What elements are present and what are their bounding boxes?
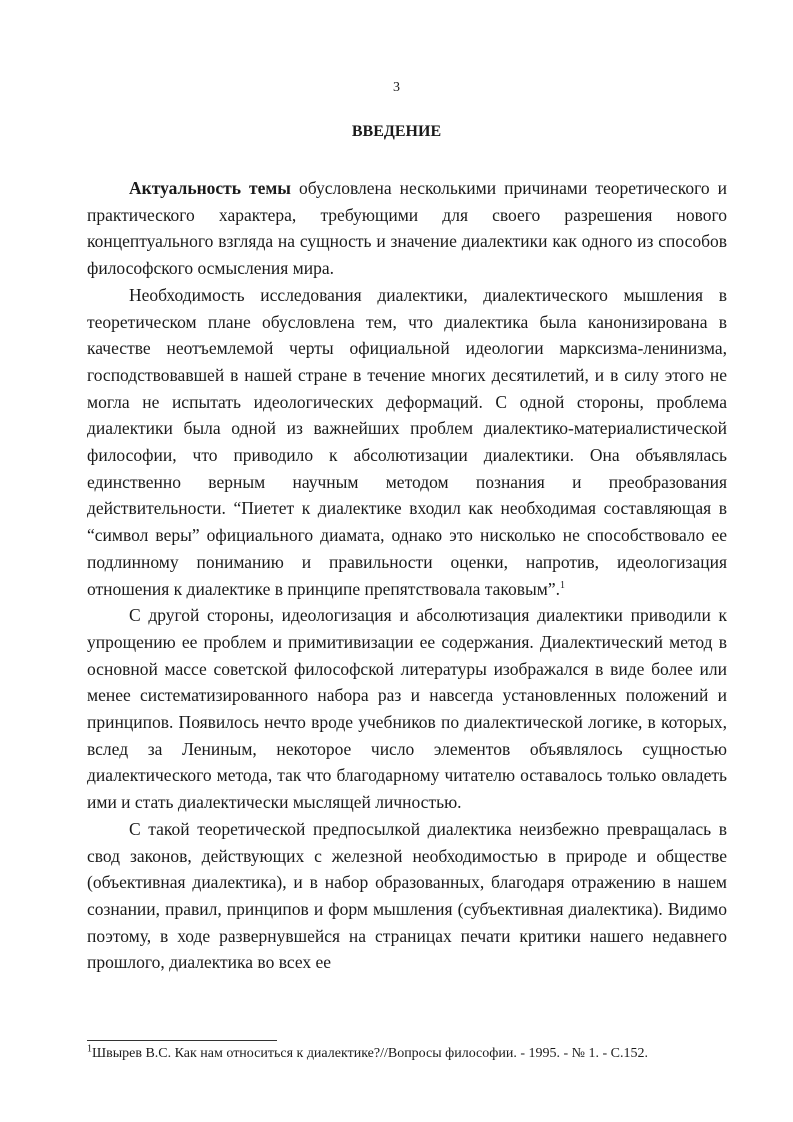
footnote <box>87 1045 747 1063</box>
paragraph-lead: Актуальность темы <box>129 178 291 198</box>
footnote-divider <box>87 1040 277 1041</box>
paragraph-text: Необходимость исследования диалектики, диалектического мышления в теоретическом плане обусловлена тем, что диалектика была канонизирована в качестве неотъемлемой черты официальной идеологии марксизма-ленинизма, господствовавшей в нашей стране в течение многих десятилетий, и в силу этого не могла не испытать идеологических деформаций. С одной стороны, проблема диалектики была одной из важнейших проблем диалектико-материалистической философии, что приводило к абсолютизации диалектики. Она объявлялась единственно верным научным методом познания и преобразования действительности. “Пиетет к диалектике входил как необходимая составляющая в “символ веры” официального диамата, однако это нисколько не способствовало ее подлинному пониманию и правильности оценки, напротив, идеологизация отношения к диалектике в принципе препятствовала таковым”. <box>87 284 727 599</box>
paragraph <box>87 175 727 282</box>
paragraph-text: обусловлена несколькими причинами теоретического и практического характера, требующими для своего разрешения нового концептуального взгляда на сущность и значение диалектики как одного из способов философского осмысления мира. <box>87 178 727 279</box>
paragraph <box>87 816 727 976</box>
paragraph <box>87 602 727 816</box>
paragraph-text: С другой стороны, идеологизация и абсолютизация диалектики приводили к упрощению ее проблем и примитивизации ее содержания. Диалектический метод в основной массе советской философской литературы изображался в виде более или менее систематизированного набора раз и навсегда установленных положений и принципов. Появилось нечто вроде учебников по диалектической логике, в которых, вслед за Лениным, некоторое число элементов объявлялось сущностью диалектического метода, так что благодарному читателю оставалось только овладеть ими и стать диалектически мыслящей личностью. <box>87 605 727 813</box>
footnote-number: 1 <box>87 1043 92 1055</box>
paragraph <box>87 282 727 602</box>
body-text <box>87 175 727 976</box>
section-heading: ВВЕДЕНИЕ <box>351 123 442 140</box>
footnote-text: Швырев В.С. Как нам относиться к диалектике?//Вопросы философии. - 1995. - № 1. - С.152. <box>92 1046 649 1061</box>
page-number: 3 <box>393 80 400 95</box>
paragraph-text: С такой теоретической предпосылкой диалектика неизбежно превращалась в свод законов, действующих с железной необходимостью в природе и обществе (объективная диалектика), и в набор образованных, благодаря отражению в нашем сознании, правил, принципов и форм мышления (субъективная диалектика). Видимо поэтому, в ходе развернувшейся на страницах печати критики нашего недавнего прошлого, диалектика во всех ее <box>87 818 727 973</box>
footnote-reference: 1 <box>560 579 565 591</box>
